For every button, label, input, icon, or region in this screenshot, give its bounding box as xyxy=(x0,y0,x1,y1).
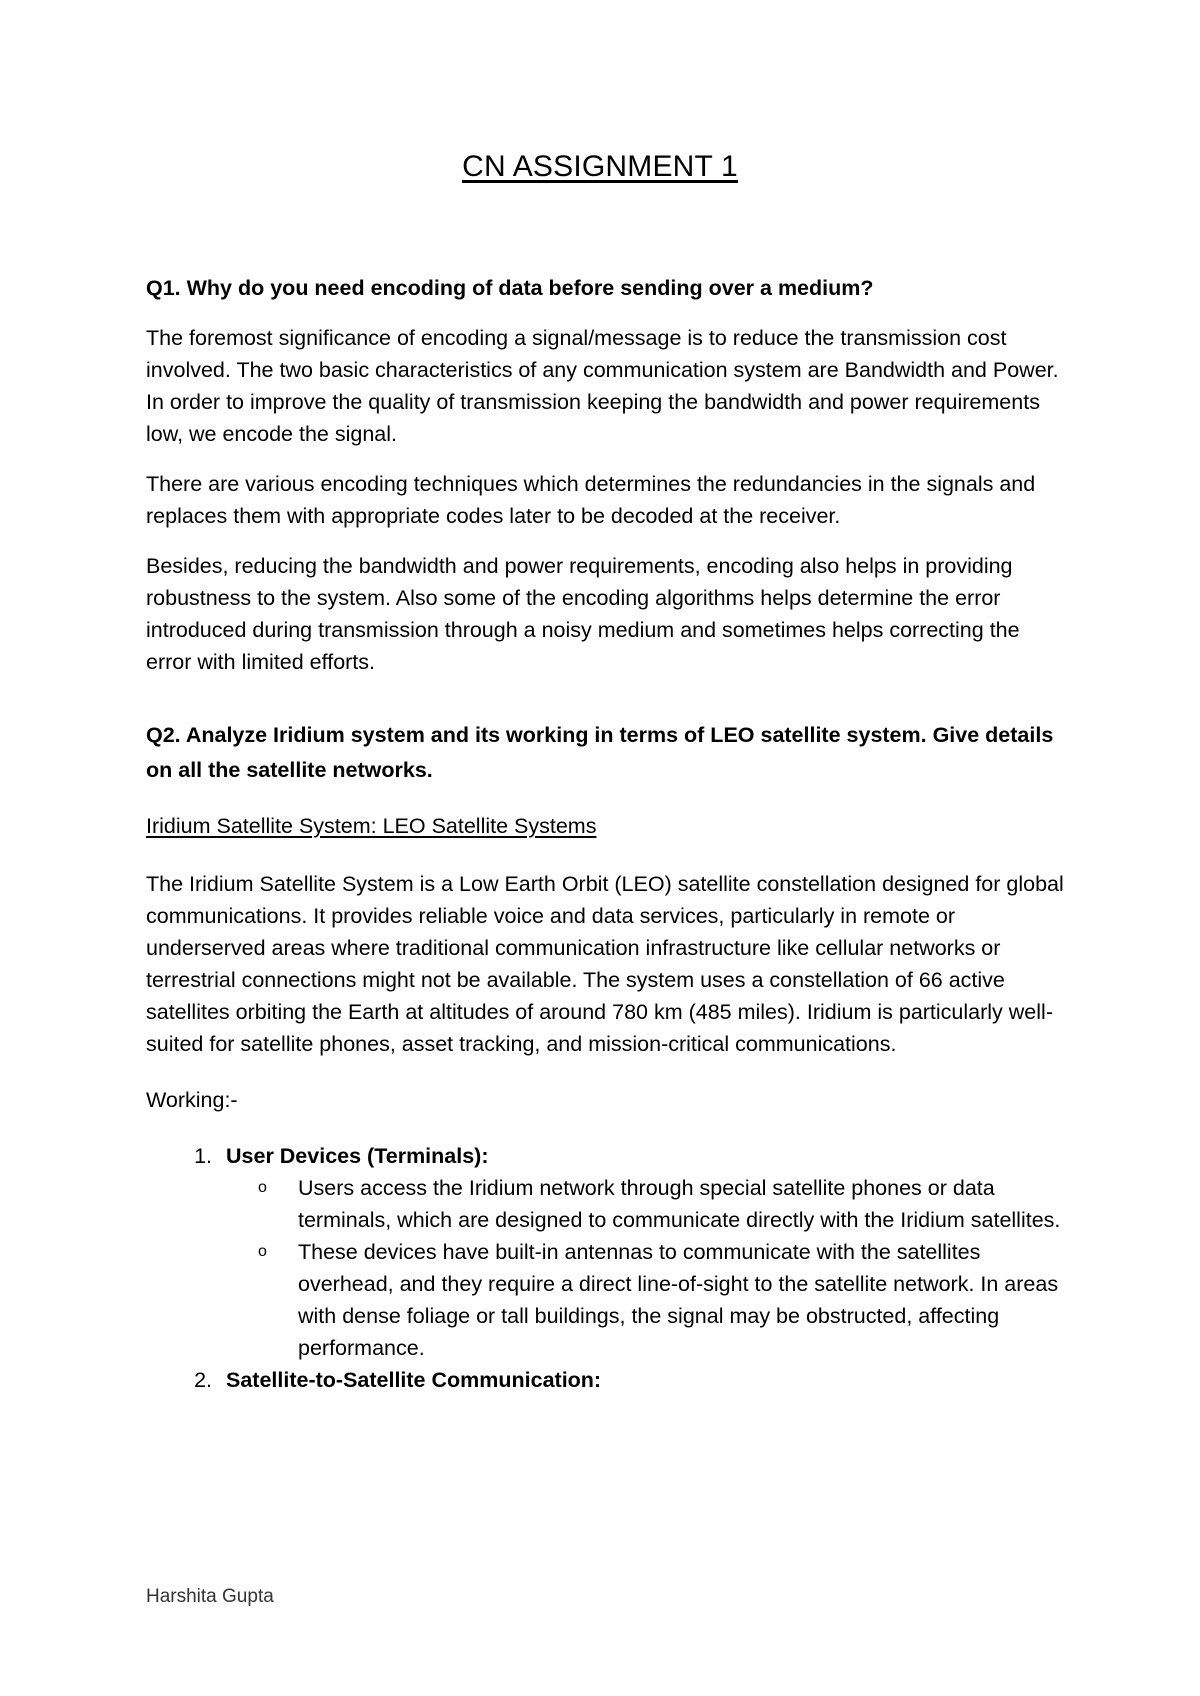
q2-paragraph: The Iridium Satellite System is a Low Earth Orbit (LEO) satellite constellation designed for global communications. It provides reliable voice and data services, particularly in remote or underserved areas where traditional communication infrastructure like cellular networks or terrestrial connections might not be available. The system uses a constellation of 66 active satellites orbiting the Earth at altitudes of around 780 km (485 miles). Iridium is particularly well-suited for satellite phones, asset tracking, and mission-critical communications. xyxy=(146,872,1064,1056)
list-item-title: Satellite-to-Satellite Communication: xyxy=(226,1368,602,1392)
question-1: Q1. Why do you need encoding of data before sending over a medium? xyxy=(146,276,874,300)
circle-bullet-icon: o xyxy=(258,1179,267,1196)
page-footer-author: Harshita Gupta xyxy=(146,1586,274,1607)
sub-list-item-text: These devices have built-in antennas to communicate with the satellites overhead, and they require a direct line-of-sight to the satellite network. In areas with dense foliage or tall buildings, the signal may be obstructed, affecting performance. xyxy=(298,1240,1059,1360)
list-item-title: User Devices (Terminals): xyxy=(226,1144,489,1168)
working-label: Working:- xyxy=(146,1088,238,1112)
section-subheading: Iridium Satellite System: LEO Satellite Systems xyxy=(146,814,597,838)
list-item xyxy=(218,1364,1066,1396)
sub-list-item-text: Users access the Iridium network through special satellite phones or data terminals, which are designed to communicate directly with the Iridium satellites. xyxy=(298,1176,1061,1232)
sub-list-item xyxy=(258,1172,1066,1236)
list-item xyxy=(218,1140,1066,1364)
document-body xyxy=(146,272,1066,1396)
q1-paragraph: Besides, reducing the bandwidth and power requirements, encoding also helps in providing robustness to the system. Also some of the encoding algorithms helps determine the error introduced during transmission through a noisy medium and sometimes helps correcting the error with limited efforts. xyxy=(146,554,1020,674)
working-list xyxy=(146,1140,1066,1396)
document-title: CN ASSIGNMENT 1 xyxy=(462,150,738,183)
circle-bullet-icon: o xyxy=(258,1243,267,1260)
q1-paragraph: There are various encoding techniques which determines the redundancies in the signals and replaces them with appropriate codes later to be decoded at the receiver. xyxy=(146,472,1036,528)
question-2: Q2. Analyze Iridium system and its working in terms of LEO satellite system. Give details on all the satellite networks. xyxy=(146,723,1054,782)
q1-paragraph: The foremost significance of encoding a signal/message is to reduce the transmission cost involved. The two basic characteristics of any communication system are Bandwidth and Power. In order to improve the quality of transmission keeping the bandwidth and power requirements low, we encode the signal. xyxy=(146,326,1059,446)
sub-list-item xyxy=(258,1236,1066,1364)
sub-list xyxy=(226,1172,1066,1364)
